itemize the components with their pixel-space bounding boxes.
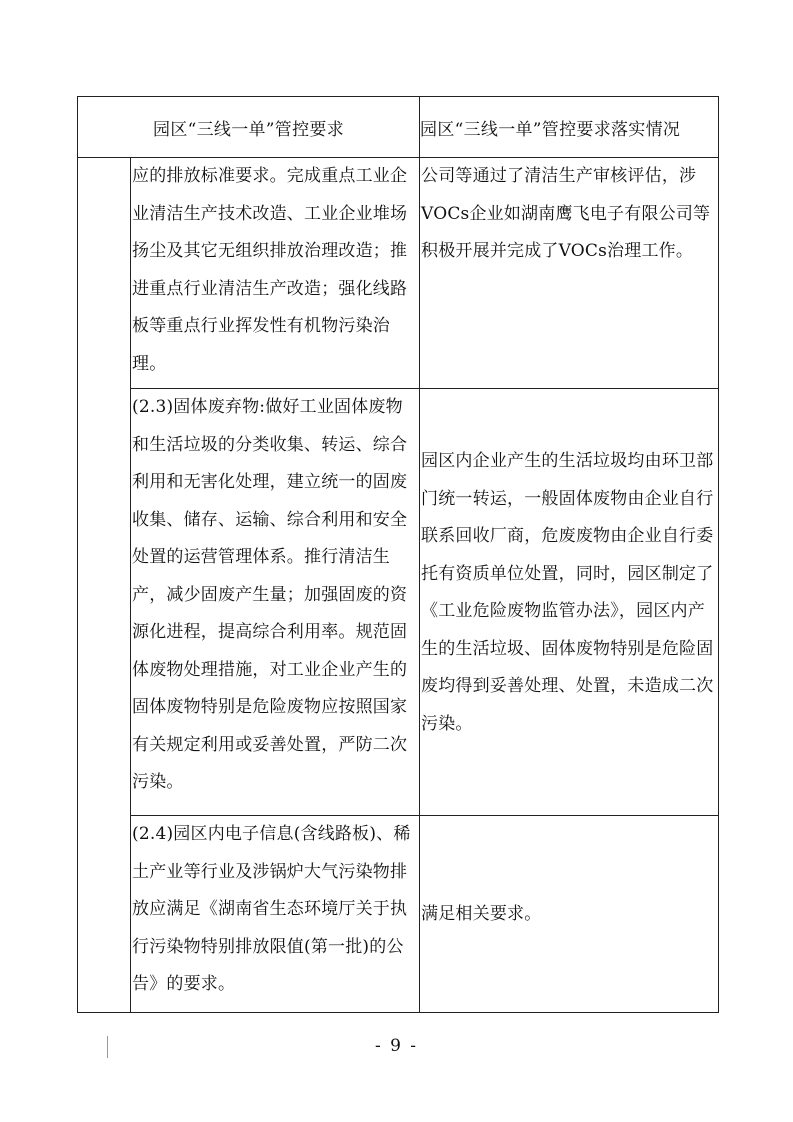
category-cell — [78, 158, 131, 1013]
page-number: - 9 - — [374, 1036, 419, 1056]
implementation-text: 公司等通过了清洁生产审核评估，涉VOCs企业如湖南鹰飞电子有限公司等积极开展并完成了VOCs治理工作。 — [421, 166, 711, 261]
implementation-cell — [420, 158, 719, 389]
control-requirements-table — [77, 96, 719, 1013]
requirement-cell — [131, 816, 420, 1013]
requirement-cell — [131, 158, 420, 389]
requirement-text: 应的排放标准要求。完成重点工业企业清洁生产技术改造、工业企业堆场扬尘及其它无组织排放治理改造；推进重点行业清洁生产改造；强化线路板等重点行业挥发性有机物污染治理。 — [132, 166, 408, 374]
table-row — [78, 816, 719, 1013]
implementation-text: 园区内企业产生的生活垃圾均由环卫部门统一转运，一般固体废物由企业自行联系回收厂商，危废废物由企业自行委托有资质单位处置，同时，园区制定了《工业危险废物监管办法》，园区内产生的生活垃圾、固体废物特别是危险固废均得到妥善处理、处置，未造成二次污染。 — [421, 451, 714, 734]
header-implementation: 园区“三线一单”管控要求落实情况 — [420, 97, 719, 158]
implementation-cell — [420, 816, 719, 1013]
requirement-cell — [131, 389, 420, 816]
implementation-cell — [420, 389, 719, 816]
table-row — [78, 158, 719, 389]
requirement-text: (2.3)固体废弃物:做好工业固体废物和生活垃圾的分类收集、转运、综合利用和无害化处理，建立统一的固废收集、储存、运输、综合利用和安全处置的运营管理体系。推行清洁生产，减少固废产生量；加强固废的资源化进程，提高综合利用率。规范固体废物处理措施，对工业企业产生的固体废物特别是危险废物应按照国家有关规定利用或妥善处置，严防二次污染。 — [132, 397, 408, 792]
requirement-text: (2.4)园区内电子信息(含线路板)、稀土产业等行业及涉锅炉大气污染物排放应满足《湖南省生态环境厅关于执行污染物特别排放限值(第一批)的公告》的要求。 — [132, 824, 411, 994]
header-requirement: 园区“三线一单”管控要求 — [78, 97, 420, 158]
implementation-text: 满足相关要求。 — [421, 904, 542, 924]
table-row — [78, 389, 719, 816]
table-header-row — [78, 97, 719, 158]
